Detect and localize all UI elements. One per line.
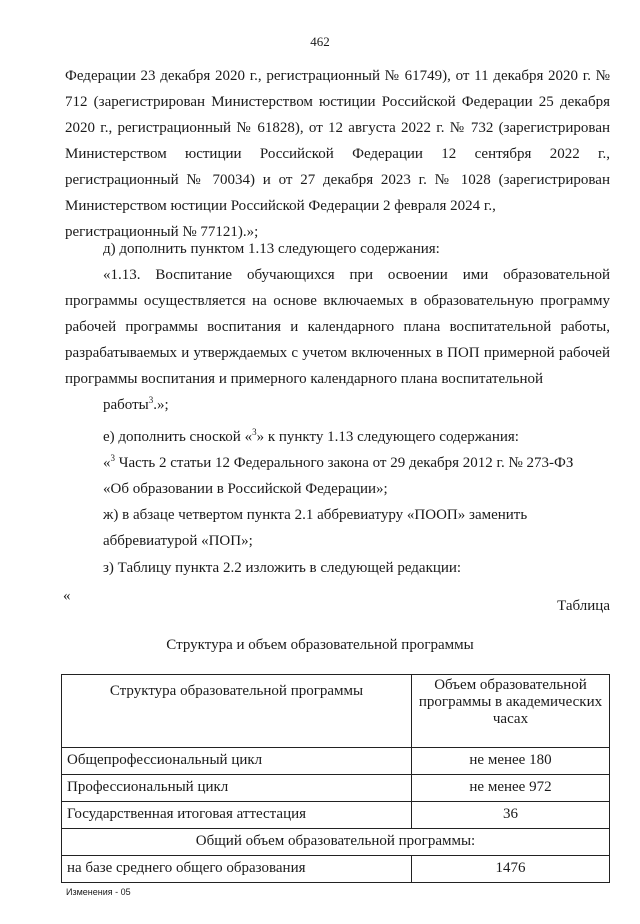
row-label: Профессиональный цикл — [62, 775, 412, 802]
paragraph-text: ж) в абзаце четвертом пункта 2.1 аббревиатуру «ПООП» заменить — [103, 507, 528, 523]
paragraph-item-e — [65, 424, 610, 450]
row-label: на базе среднего общего образования — [62, 856, 412, 883]
paragraph-text: работы — [103, 397, 149, 413]
table-title: Структура и объем образовательной программы — [166, 637, 474, 653]
table-row — [62, 856, 610, 883]
paragraph-last-line: регистрационный № 77121).»; — [65, 224, 259, 240]
paragraph-text: е) дополнить сноской « — [103, 429, 253, 445]
row-value: 1476 — [412, 856, 610, 883]
paragraph-text: » к пункту 1.13 следующего содержания: — [256, 429, 519, 445]
table-row — [62, 775, 610, 802]
page-number: 462 — [310, 34, 330, 49]
paragraph-last-line: аббревиатурой «ПОП»; — [103, 533, 253, 549]
paragraph-text: .»; — [153, 397, 169, 413]
row-value: не менее 180 — [412, 748, 610, 775]
opening-quote: « — [63, 588, 71, 604]
footnote-ref: 3 — [252, 427, 257, 437]
paragraph-registration-list — [65, 63, 610, 245]
paragraph-text: Федерации 23 декабря 2020 г., регистрационный № 61749), от 11 декабря 2020 г. № 712 (зарегистрирован Министерством юстиции Российской Федерации 25 декабря 2020 г., регистрационный № 61828), от 12 августа 2022 г. № 732 (зарегистрирован Министерством юстиции Российской Федерации 12 сентября 2022 г., регистрационный № 70034) и от 27 декабря 2023 г. № 1028 (зарегистрирован Министерством юстиции Российской Федерации 2 февраля 2024 г., — [65, 68, 610, 214]
paragraph-item-d: д) дополнить пунктом 1.13 следующего содержания: — [103, 241, 440, 257]
paragraph-item-zh — [65, 502, 610, 554]
table-row — [62, 802, 610, 829]
row-value: не менее 972 — [412, 775, 610, 802]
paragraph-text: «1.13. Воспитание обучающихся при освоении ими образовательной программы осуществляется на основе включаемых в образовательную программу рабочей программы воспитания и календарного плана воспитательной работы, разрабатываемых и утверждаемых с учетом включенных в ПОП примерной рабочей программы воспитания и примерного календарного плана воспитательной — [65, 267, 610, 387]
footnote-ref: 3 — [148, 395, 154, 405]
row-label: Общепрофессиональный цикл — [62, 748, 412, 775]
paragraph-text: « — [103, 455, 111, 471]
paragraph-text: Часть 2 статьи 12 Федерального закона от 29 декабря 2012 г. № 273-ФЗ — [115, 455, 574, 471]
table-label: Таблица — [557, 598, 610, 614]
row-label: Государственная итоговая аттестация — [62, 802, 412, 829]
program-structure-table — [61, 674, 610, 883]
footer-revision-note: Изменения - 05 — [66, 887, 131, 897]
header-volume: Объем образовательной программы в академических часах — [412, 675, 610, 748]
table-row — [62, 748, 610, 775]
paragraph-footnote-3 — [65, 450, 610, 502]
header-structure: Структура образовательной программы — [62, 675, 412, 748]
table-header-row — [62, 675, 610, 748]
paragraph-item-1-13 — [65, 262, 610, 418]
table-span-row — [62, 829, 610, 856]
row-value: 36 — [412, 802, 610, 829]
paragraph-item-z: з) Таблицу пункта 2.2 изложить в следующей редакции: — [103, 560, 462, 576]
footnote-ref: 3 — [110, 453, 115, 463]
paragraph-last-line — [65, 392, 610, 418]
total-volume-heading: Общий объем образовательной программы: — [62, 829, 610, 856]
paragraph-last-line: «Об образовании в Российской Федерации»; — [103, 481, 388, 497]
